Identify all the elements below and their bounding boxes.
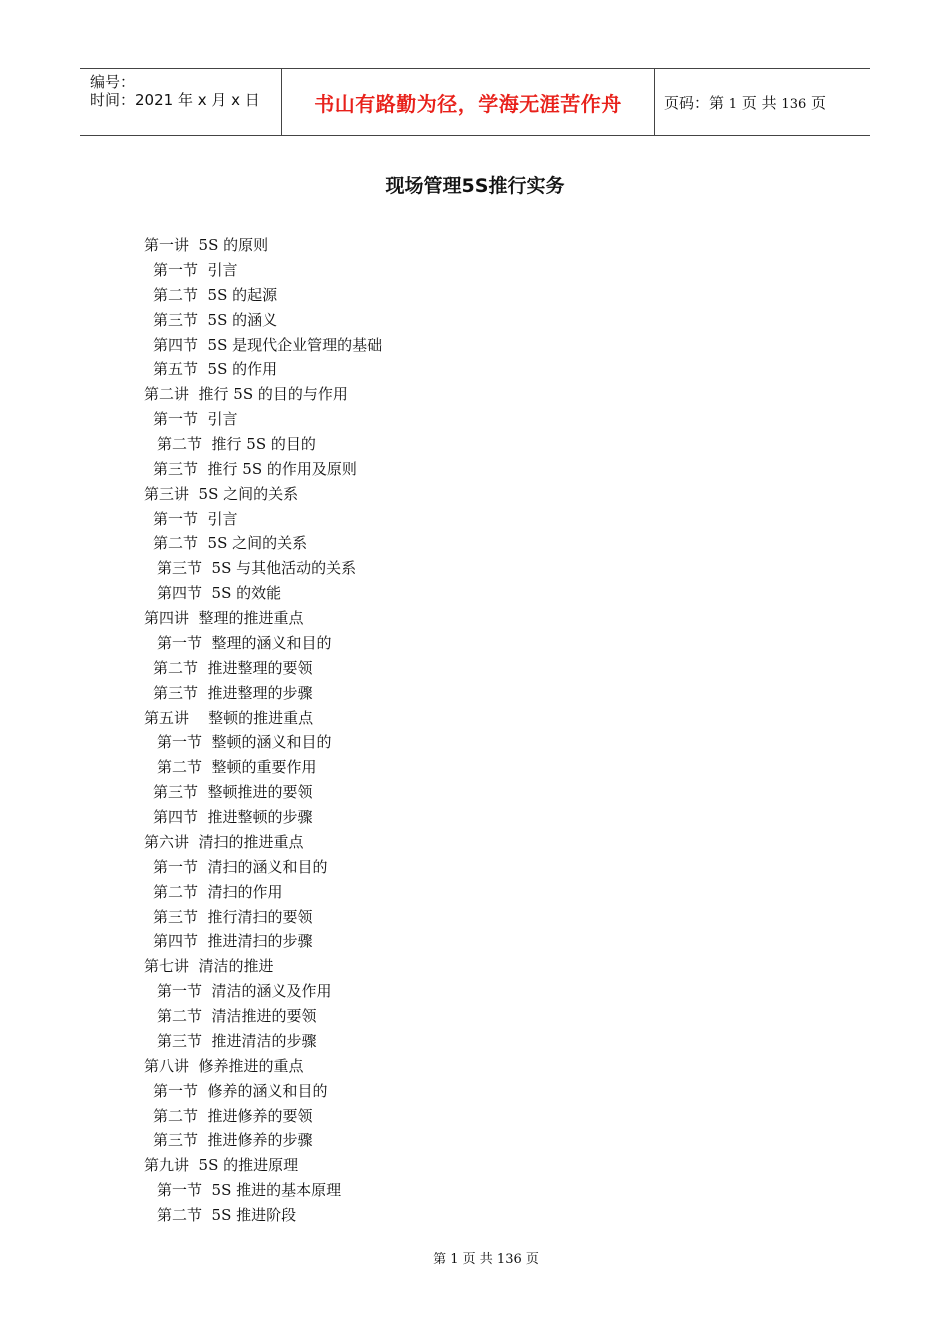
toc-section: 第一节 引言 — [153, 410, 238, 429]
number-label: 编号： — [90, 73, 136, 91]
toc-section: 第一节 清扫的涵义和目的 — [153, 857, 328, 876]
toc-lecture: 第二讲 推行 5S 的目的与作用 — [144, 385, 348, 404]
toc-section: 第二节 整顿的重要作用 — [157, 758, 317, 777]
toc-section: 第二节 清洁推进的要领 — [157, 1007, 317, 1025]
page-footer: 第 1 页 共 136 页 — [433, 1252, 539, 1267]
toc-section: 第二节 清扫的作用 — [153, 882, 283, 901]
toc-lecture: 第四讲 整理的推进重点 — [144, 609, 304, 627]
toc-section: 第三节 5S 与其他活动的关系 — [157, 559, 357, 578]
toc-section: 第四节 推进清扫的步骤 — [153, 932, 313, 951]
toc-section: 第一节 引言 — [153, 260, 238, 279]
toc-section: 第二节 推进修养的要领 — [153, 1106, 313, 1125]
toc-section: 第三节 推进清洁的步骤 — [157, 1031, 317, 1050]
toc-section: 第二节 5S 之间的关系 — [153, 534, 308, 553]
toc-lecture: 第九讲 5S 的推进原理 — [144, 1156, 299, 1175]
toc-section: 第一节 5S 推进的基本原理 — [157, 1181, 342, 1200]
toc-section: 第二节 5S 推进阶段 — [157, 1205, 297, 1224]
toc-section: 第二节 推进整理的要领 — [153, 658, 313, 677]
time-label: 时间：2021 年 x 月 x 日 — [90, 91, 260, 109]
toc-section: 第四节 5S 的效能 — [157, 584, 282, 603]
toc-section: 第一节 引言 — [153, 509, 238, 528]
page-mid: 页 共 — [741, 93, 777, 112]
page-total: 136 — [781, 96, 807, 112]
toc-section: 第三节 推进整理的步骤 — [153, 683, 313, 702]
toc-lecture: 第八讲 修养推进的重点 — [144, 1056, 304, 1075]
toc-section: 第一节 整顿的涵义和目的 — [157, 733, 332, 752]
toc-section: 第五节 5S 的作用 — [153, 360, 278, 379]
page-prefix: 页码：第 — [664, 93, 725, 112]
toc-lecture: 第五讲 整顿的推进重点 — [144, 708, 314, 727]
toc-section: 第三节 整顿推进的要领 — [153, 783, 313, 802]
toc-section: 第三节 推行 5S 的作用及原则 — [153, 459, 357, 478]
toc-lecture: 第三讲 5S 之间的关系 — [144, 484, 299, 503]
toc-lecture: 第七讲 清洁的推进 — [144, 957, 274, 976]
toc-section: 第四节 5S 是现代企业管理的基础 — [153, 335, 383, 354]
toc-lecture: 第六讲 清扫的推进重点 — [144, 832, 304, 851]
header-meta-cell — [80, 69, 282, 135]
toc-section: 第二节 推行 5S 的目的 — [157, 435, 316, 453]
page-header — [80, 68, 870, 136]
page-suffix: 页 — [811, 93, 827, 112]
toc-section: 第四节 推进整顿的步骤 — [153, 808, 313, 826]
toc-section: 第三节 推行清扫的要领 — [153, 907, 313, 926]
toc-section: 第二节 5S 的起源 — [153, 285, 278, 304]
toc-section: 第三节 5S 的涵义 — [153, 310, 278, 329]
header-page-cell — [655, 69, 870, 135]
page-current: 1 — [728, 96, 738, 112]
toc-section: 第一节 修养的涵义和目的 — [153, 1081, 328, 1100]
document-title: 现场管理5S推行实务 — [385, 175, 565, 197]
toc-section: 第三节 推进修养的步骤 — [153, 1131, 313, 1150]
page-indicator — [664, 92, 826, 113]
motto-text: 书山有路勤为径，学海无涯苦作舟 — [314, 91, 622, 116]
toc-lecture: 第一讲 5S 的原则 — [144, 236, 269, 254]
toc-section: 第一节 清洁的涵义及作用 — [157, 982, 332, 1001]
toc-section: 第一节 整理的涵义和目的 — [157, 633, 332, 652]
header-motto-cell — [282, 69, 655, 135]
